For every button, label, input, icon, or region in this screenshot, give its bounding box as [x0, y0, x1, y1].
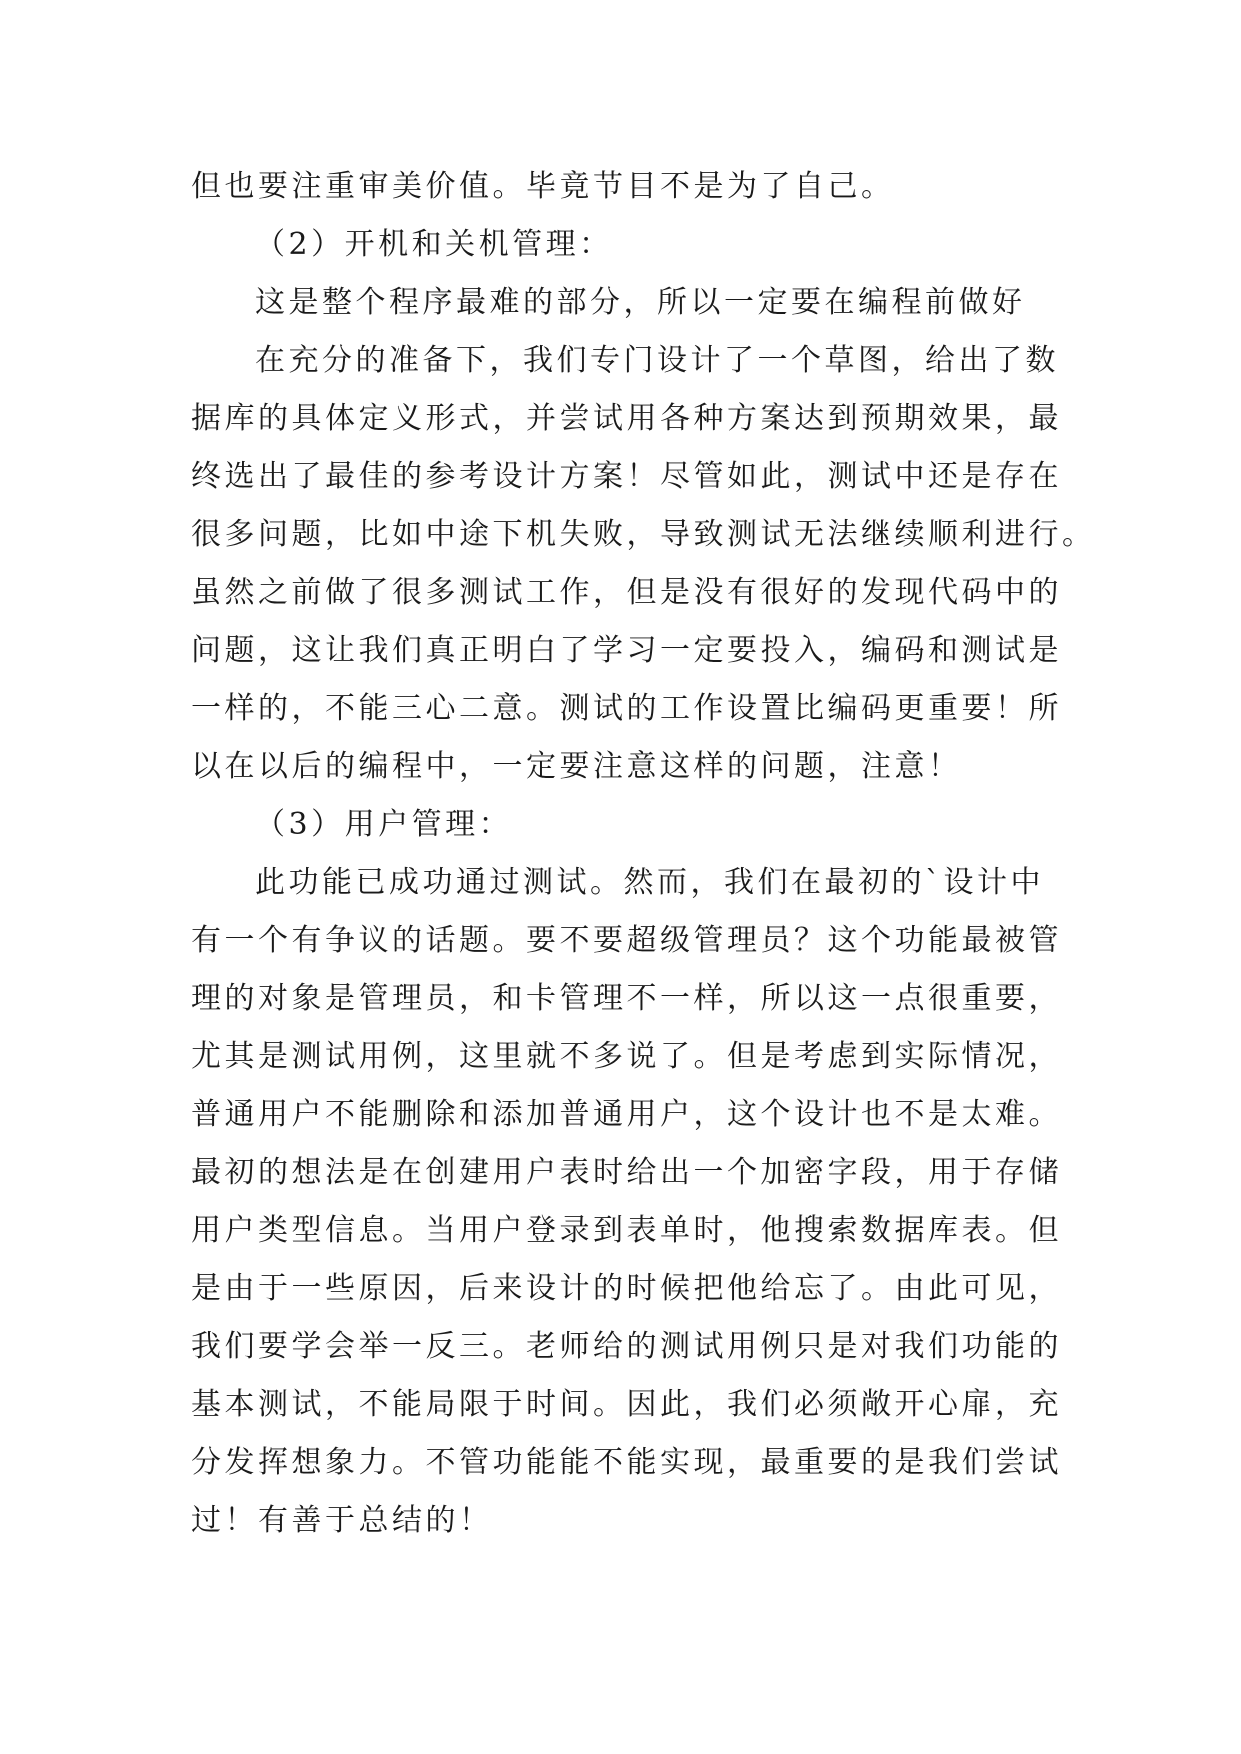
- text-line: 此功能已成功通过测试。然而，我们在最初的`设计中: [255, 865, 1044, 900]
- text-line: 以在以后的编程中，一定要注意这样的问题，注意！: [191, 749, 962, 784]
- text-line: 终选出了最佳的参考设计方案！尽管如此，测试中还是存在: [191, 459, 1062, 494]
- text-line: 理的对象是管理员，和卡管理不一样，所以这一点很重要，: [191, 981, 1062, 1016]
- text-line: 分发挥想象力。不管功能能不能实现，最重要的是我们尝试: [191, 1445, 1062, 1480]
- text-line: 用户类型信息。当用户登录到表单时，他搜索数据库表。但: [191, 1213, 1062, 1248]
- text-line: 最初的想法是在创建用户表时给出一个加密字段，用于存储: [191, 1155, 1062, 1190]
- text-line: 基本测试，不能局限于时间。因此，我们必须敞开心扉，充: [191, 1387, 1062, 1422]
- text-line: 有一个有争议的话题。要不要超级管理员？这个功能最被管: [191, 923, 1062, 958]
- text-line: 一样的，不能三心二意。测试的工作设置比编码更重要！所: [191, 691, 1062, 726]
- text-line: 普通用户不能删除和添加普通用户，这个设计也不是太难。: [191, 1097, 1062, 1132]
- text-line: 虽然之前做了很多测试工作，但是没有很好的发现代码中的: [191, 575, 1062, 610]
- text-line: 在充分的准备下，我们专门设计了一个草图，给出了数: [255, 343, 1059, 378]
- text-line: 我们要学会举一反三。老师给的测试用例只是对我们功能的: [191, 1329, 1062, 1364]
- text-line: 是由于一些原因，后来设计的时候把他给忘了。由此可见，: [191, 1271, 1062, 1306]
- text-line: 据库的具体定义形式，并尝试用各种方案达到预期效果，最: [191, 401, 1062, 436]
- section-heading-power-management: （2）开机和关机管理：: [255, 227, 613, 262]
- text-line: 这是整个程序最难的部分，所以一定要在编程前做好: [255, 285, 1026, 320]
- text-line: 问题，这让我们真正明白了学习一定要投入，编码和测试是: [191, 633, 1062, 668]
- text-line: 尤其是测试用例，这里就不多说了。但是考虑到实际情况，: [191, 1039, 1062, 1074]
- document-body: [191, 158, 1096, 1550]
- text-line: 过！有善于总结的！: [191, 1503, 493, 1538]
- text-line: 很多问题，比如中途下机失败，导致测试无法继续顺利进行。: [191, 517, 1096, 552]
- section-heading-user-management: （3）用户管理：: [255, 807, 513, 842]
- text-line: 但也要注重审美价值。毕竟节目不是为了自己。: [191, 169, 895, 204]
